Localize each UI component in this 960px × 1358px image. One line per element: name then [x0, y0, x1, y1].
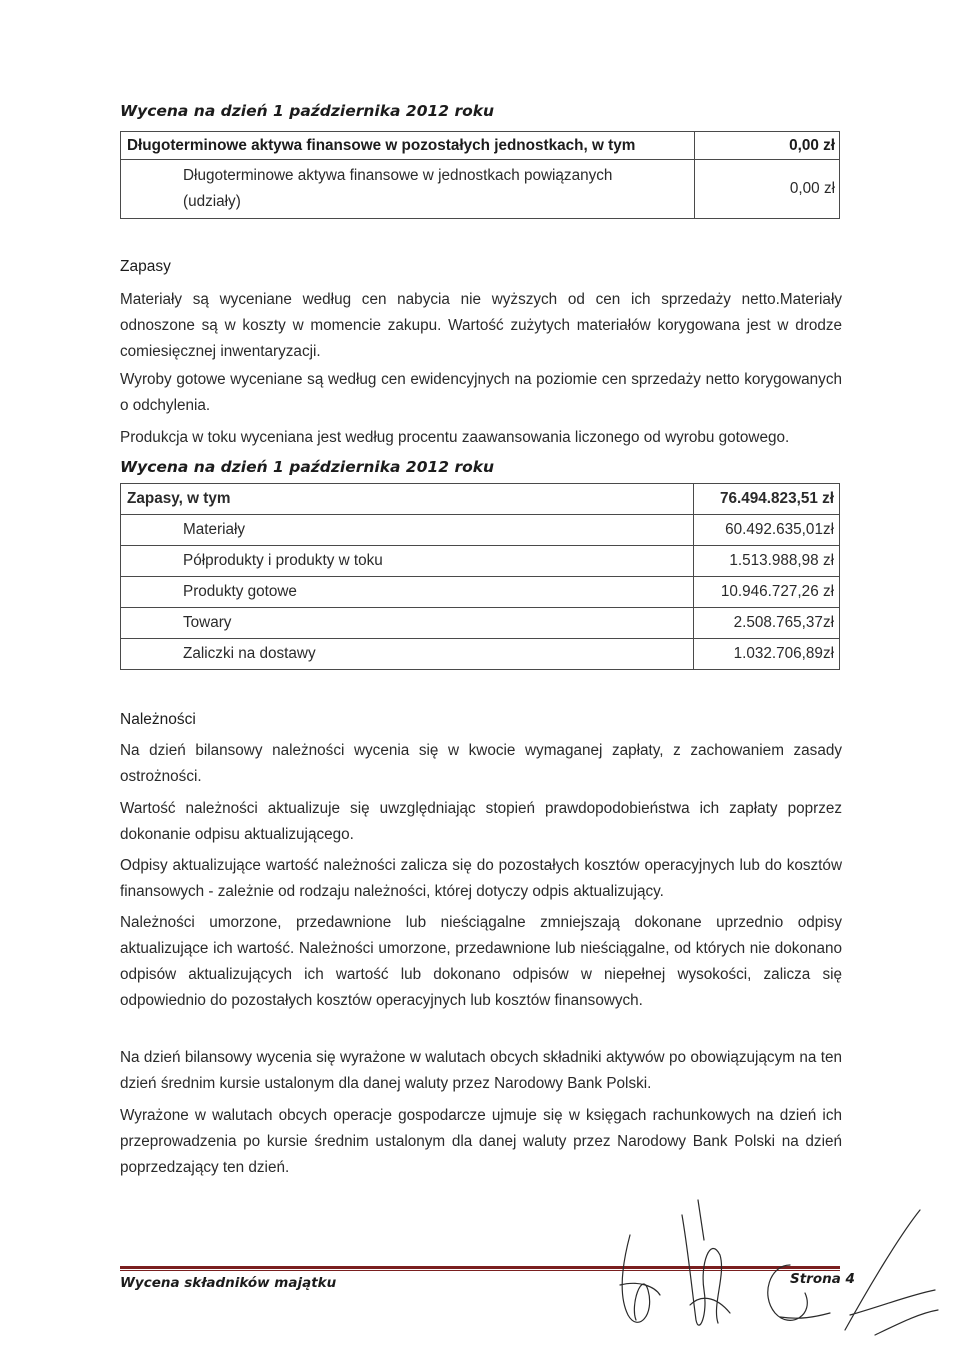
- related-entities-label-line2: (udziały): [183, 193, 241, 210]
- signature-stroke: [690, 1298, 730, 1313]
- zapasy-paragraph-2: Wyroby gotowe wyceniane są według cen ewidencyjnych na poziomie cen sprzedaży netto korygowanych o odchylenia.: [120, 371, 842, 414]
- inventory-total-value: 76.494.823,51 zł: [694, 484, 840, 515]
- advances-label: Zaliczki na dostawy: [121, 639, 694, 670]
- financial-assets-table: [120, 131, 840, 219]
- table-row: [121, 160, 840, 219]
- valuation-heading-2: Wycena na dzień 1 października 2012 roku: [120, 458, 495, 476]
- signature-stroke: [620, 1283, 660, 1295]
- naleznosci-paragraph-4: Należności umorzone, przedawnione lub nieściągalne zmniejszają dokonane uprzednio odpisy aktualizujące ich wartość. Należności umorzone, przedawnione lub nieściągalne, od których nie dokonano odpisów aktualizujących ich wartość lub dokonano odpisów w niepełnej wysokości, zalicza się odpowiednio do pozostałych kosztów operacyjnych lub kosztów finansowych.: [120, 914, 842, 1009]
- financial-assets-value: 0,00 zł: [695, 132, 840, 160]
- goods-value: 2.508.765,37zł: [694, 608, 840, 639]
- signature-stroke: [850, 1290, 935, 1315]
- signature-stroke: [780, 1313, 830, 1318]
- finished-products-label: Produkty gotowe: [121, 577, 694, 608]
- table-row: [121, 132, 840, 160]
- related-entities-label: [121, 160, 695, 219]
- table-row: [121, 546, 840, 577]
- signature-stroke: [768, 1265, 808, 1320]
- semi-products-value: 1.513.988,98 zł: [694, 546, 840, 577]
- signatures: [600, 1195, 940, 1345]
- finished-products-value: 10.946.727,26 zł: [694, 577, 840, 608]
- semi-products-label: Półprodukty i produkty w toku: [121, 546, 694, 577]
- signature-stroke: [875, 1310, 938, 1335]
- inventory-table: [120, 483, 840, 670]
- zapasy-title: Zapasy: [120, 258, 171, 275]
- signature-stroke: [698, 1200, 704, 1240]
- materials-label: Materiały: [121, 515, 694, 546]
- financial-assets-label: Długoterminowe aktywa finansowe w pozostałych jednostkach, w tym: [121, 132, 695, 160]
- inventory-total-label: Zapasy, w tym: [121, 484, 694, 515]
- valuation-heading-1: Wycena na dzień 1 października 2012 roku: [120, 102, 495, 120]
- naleznosci-title: Należności: [120, 711, 196, 728]
- naleznosci-paragraph-5: Na dzień bilansowy wycenia się wyrażone w walutach obcych składniki aktywów po obowiązującym na ten dzień średnim kursie ustalonym dla danej waluty przez Narodowy Bank Polski.: [120, 1049, 842, 1092]
- zapasy-paragraph-1: Materiały są wyceniane według cen nabycia nie wyższych od cen ich sprzedaży netto.Materiały odnoszone są w koszty w momencie zakupu. Wartość zużytych materiałów korygowana jest w drodze comiesięcznej inwentaryzacji.: [120, 291, 842, 360]
- naleznosci-paragraph-1: Na dzień bilansowy należności wycenia się w kwocie wymaganej zapłaty, z zachowaniem zasady ostrożności.: [120, 742, 842, 785]
- related-entities-label-line1: Długoterminowe aktywa finansowe w jednostkach powiązanych: [183, 167, 613, 184]
- footer-title: Wycena składników majątku: [120, 1275, 337, 1291]
- related-entities-value: 0,00 zł: [695, 160, 840, 219]
- signature-stroke: [622, 1235, 650, 1322]
- table-row: [121, 484, 840, 515]
- page-number: Strona 4: [790, 1271, 855, 1287]
- materials-value: 60.492.635,01zł: [694, 515, 840, 546]
- naleznosci-paragraph-3: Odpisy aktualizujące wartość należności zalicza się do pozostałych kosztów operacyjnych lub do kosztów finansowych - zależnie od rodzaju należności, której dotyczy odpis aktualizujący.: [120, 857, 842, 900]
- zapasy-paragraph-3: Produkcja w toku wyceniana jest według procentu zaawansowania liczonego od wyrobu gotowego.: [120, 429, 790, 446]
- table-row: [121, 639, 840, 670]
- goods-label: Towary: [121, 608, 694, 639]
- table-row: [121, 577, 840, 608]
- signature-stroke: [682, 1215, 722, 1325]
- signature-stroke: [845, 1210, 920, 1330]
- naleznosci-paragraph-6: Wyrażone w walutach obcych operacje gospodarcze ujmuje się w księgach rachunkowych na dzień ich przeprowadzenia po kursie średnim ustalonym dla danej waluty przez Narodowy Bank Polski na dzień poprzedzający ten dzień.: [120, 1107, 842, 1176]
- advances-value: 1.032.706,89zł: [694, 639, 840, 670]
- table-row: [121, 608, 840, 639]
- naleznosci-paragraph-2: Wartość należności aktualizuje się uwzględniając stopień prawdopodobieństwa ich zapłaty poprzez dokonanie odpisu aktualizującego.: [120, 800, 842, 843]
- table-row: [121, 515, 840, 546]
